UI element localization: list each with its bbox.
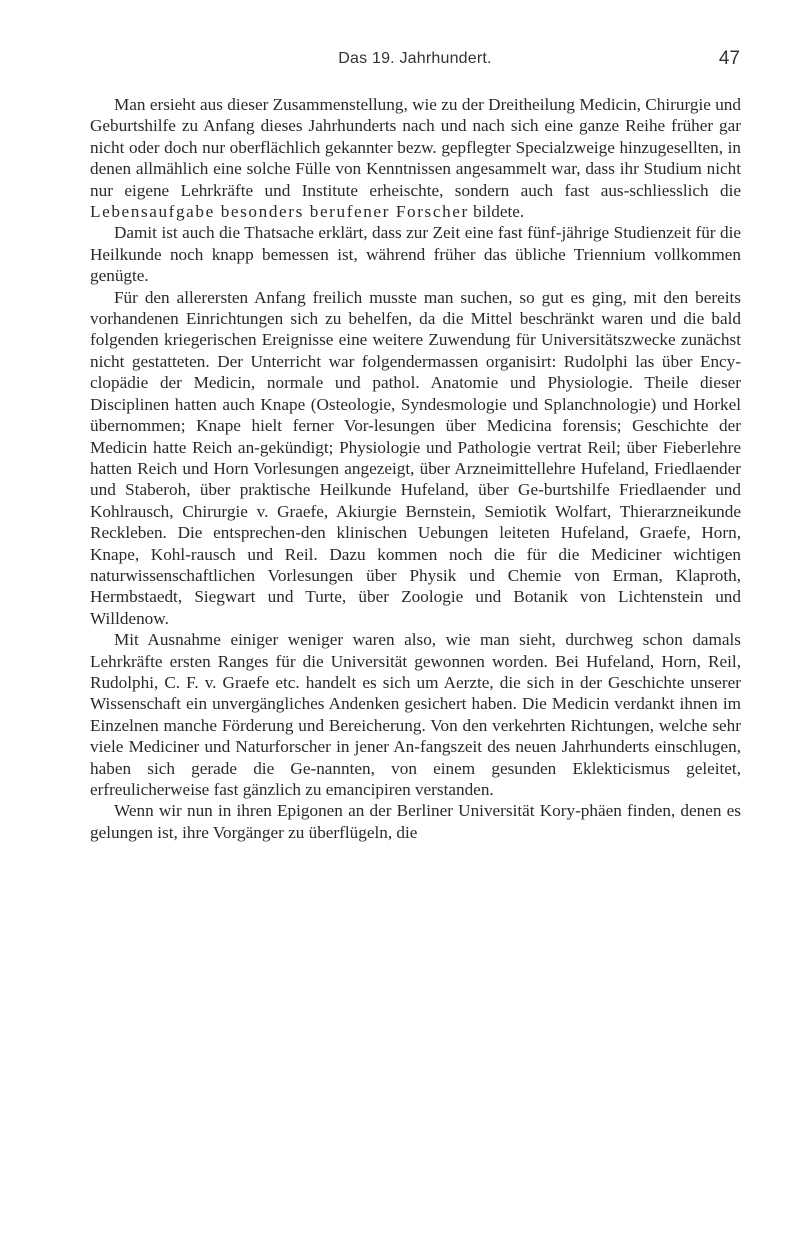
paragraph-1-tail: bildete. bbox=[468, 202, 525, 222]
paragraph-3: Für den allerersten Anfang freilich musste man suchen, so gut es ging, mit den bereits vorhandenen Einrichtungen sich zu behelfen, da die Mittel beschränkt waren und die bald folgenden kriegerischen Ereignisse eine weitere Zuwendung für Universitätszwecke zunächst nicht gestatteten. Der Unterricht war folgendermassen organisirt: Rudolphi las über Ency-clopädie der Medicin, normale und pathol. Anatomie und Physiologie. Theile dieser Disciplinen hatten auch Knape (Osteologie, Syndesmologie und Splanchnologie) und Horkel übernommen; Knape hielt ferner Vor-lesungen über Medicina forensis; Geschichte der Medicin hatte Reich an-gekündigt; Physiologie und Pathologie vertrat Reil; über Fieberlehre hatten Reich und Horn Vorlesungen angezeigt, über Arzneimittellehre Hufeland, Friedlaender und Staberoh, über praktische Heilkunde Hufeland, über Ge-burtshilfe Friedlaender und Kohlrausch, Chirurgie v. Graefe, Akiurgie Bernstein, Semiotik Wolfart, Thierarzneikunde Reckleben. Die entsprechen-den klinischen Uebungen leiteten Hufeland, Graefe, Horn, Knape, Kohl-rausch und Reil. Dazu kommen noch die für die Mediciner wichtigen naturwissenschaftlichen Vorlesungen über Physik und Chemie von Erman, Klaproth, Hermbstaedt, Siegwart und Turte, über Zoologie und Botanik von Lichtenstein und Willdenow. bbox=[90, 287, 741, 628]
page-number: 47 bbox=[718, 48, 740, 69]
page-header bbox=[90, 50, 740, 80]
paragraph-2: Damit ist auch die Thatsache erklärt, dass zur Zeit eine fast fünf-jährige Studienzeit für die Heilkunde noch knapp bemessen ist, während früher das übliche Triennium vollkommen genügte. bbox=[90, 223, 741, 286]
running-title: Das 19. Jahrhundert. bbox=[338, 50, 492, 67]
paragraph-4: Mit Ausnahme einiger weniger waren also, wie man sieht, durchweg schon damals Lehrkräfte ersten Ranges für die Universität gewonnen worden. Bei Hufeland, Horn, Reil, Rudolphi, C. F. v. Graefe etc. handelt es sich um Aerzte, die sich in der Geschichte unserer Wissenschaft ein unvergängliches Andenken gesichert haben. Die Medicin verdankt ihnen im Einzelnen manche Förderung und Bereicherung. Von den verkehrten Richtungen, welche sehr viele Mediciner und Naturforscher in jener An-fangszeit des neuen Jahrhunderts einschlugen, haben sich gerade die Ge-nannten, von einem gesunden Eklekticismus geleitet, erfreulicherweise fast gänzlich zu emancipiren verstanden. bbox=[90, 630, 741, 799]
paragraph-1 bbox=[90, 94, 741, 222]
body-text bbox=[90, 94, 741, 843]
emphasis-lebensaufgabe: Lebensaufgabe besonders berufener Forscher bbox=[90, 202, 469, 222]
paragraph-1-text: Man ersieht aus dieser Zusammenstellung, wie zu der Dreitheilung Medicin, Chirurgie und Geburtshilfe zu Anfang dieses Jahrhunderts nach und nach sich eine ganze Reihe früher gar nicht oder doch nur oberflächlich gekannter bezw. gepflegter Specialzweige hinzugesellten, in denen allmählich eine solche Fülle von Kenntnissen angesammelt war, dass ihr Studium nicht nur eigene Lehrkräfte und Institute erheischte, sondern auch fast aus-schliesslich die bbox=[90, 95, 741, 200]
paragraph-5: Wenn wir nun in ihren Epigonen an der Berliner Universität Kory-phäen finden, denen es gelungen ist, ihre Vorgänger zu überflügeln, die bbox=[90, 801, 741, 842]
